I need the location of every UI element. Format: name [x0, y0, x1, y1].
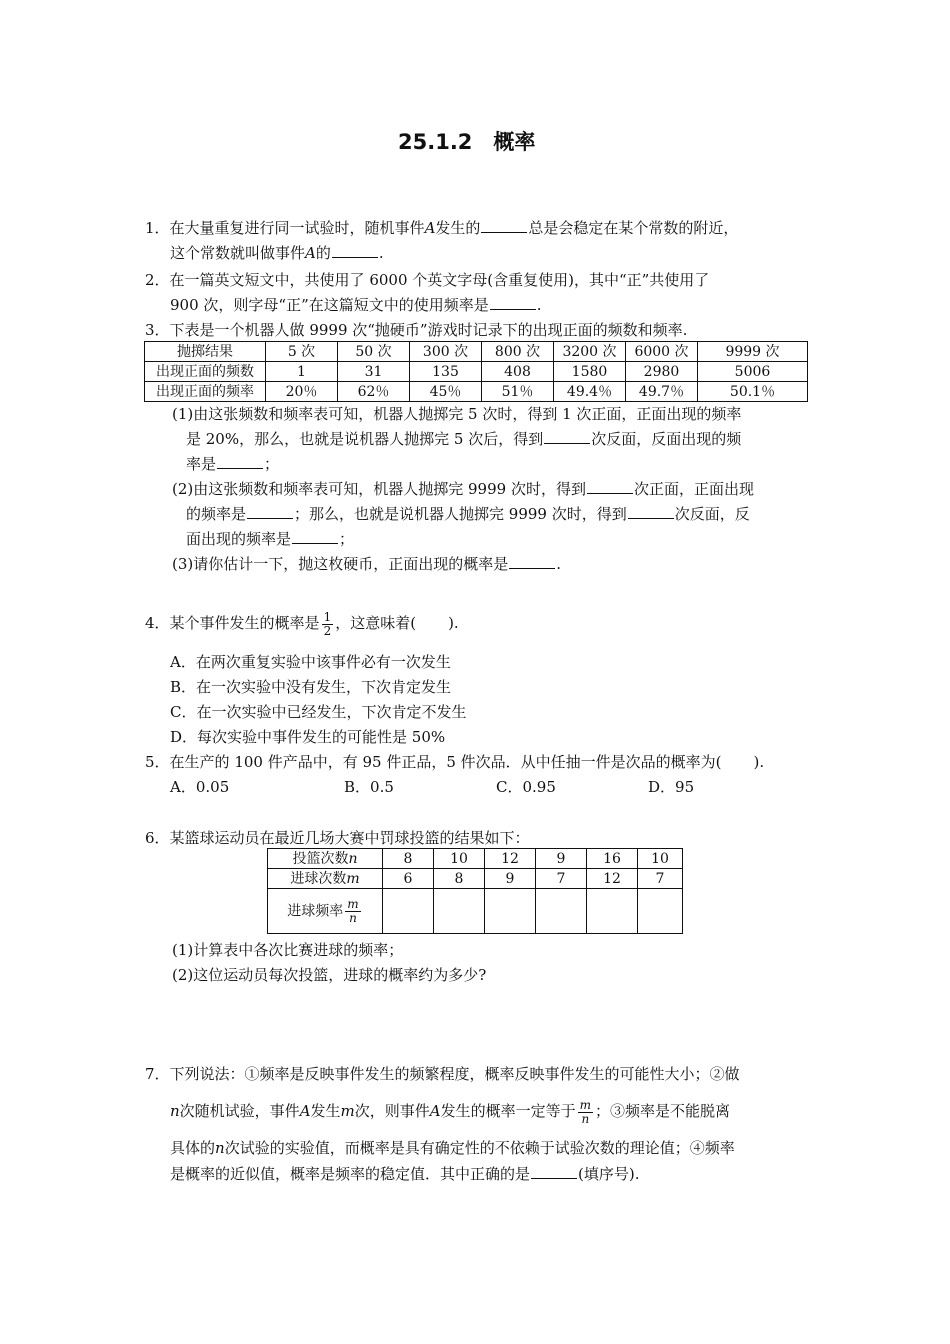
q3-text: 是 20%，那么，也就是说机器人抛掷完 5 次后，得到 [186, 430, 544, 448]
q7-text: 发生 [310, 1102, 341, 1120]
q3-text: (2)由这张频数和频率表可知，机器人抛掷完 9999 次时，得到 [172, 480, 586, 498]
table-row [268, 849, 683, 869]
question-1-line-1 [145, 218, 738, 238]
fraction-m-over-n [345, 898, 360, 925]
q7-text: 次，则事件 [354, 1102, 430, 1120]
table-cell: 800 次 [482, 342, 554, 362]
q5-option-d: D．95 [648, 778, 695, 796]
table-cell: 10 [434, 849, 485, 869]
fraction-one-half [322, 611, 334, 638]
q4-option-c: C．在一次实验中已经发生，下次肯定不发生 [170, 703, 467, 721]
q3-part-2-line-2 [186, 504, 750, 524]
answer-blank[interactable] [332, 243, 378, 258]
answer-blank[interactable] [509, 554, 555, 569]
question-5-stem [145, 752, 764, 772]
answer-blank[interactable] [628, 504, 674, 519]
table-cell: 1580 [554, 362, 626, 382]
table-cell [268, 889, 383, 934]
table-row [145, 362, 808, 382]
q4-text: ，这意味着( [335, 614, 417, 632]
q5-option-c: C．0.95 [496, 778, 556, 796]
fraction-denominator: n [581, 1111, 590, 1126]
var-a: A [299, 1102, 311, 1120]
table-cell: 9 [485, 869, 536, 889]
table-cell: 12 [587, 869, 638, 889]
fraction-m-over-n [578, 1099, 593, 1126]
var-n: n [215, 1139, 225, 1157]
q3-part-3 [172, 554, 561, 574]
row-label: 投篮次数 [292, 850, 349, 867]
q3-part-2-line-3 [186, 529, 354, 549]
table-cell: 31 [338, 362, 410, 382]
q3-text: . [556, 555, 562, 573]
answer-cell[interactable] [383, 889, 434, 934]
table-cell: 9999 次 [698, 342, 808, 362]
answer-blank[interactable] [217, 454, 263, 469]
table-cell: 50 次 [338, 342, 410, 362]
var-m: m [340, 1102, 355, 1120]
q7-text: (填序号). [578, 1165, 640, 1183]
answer-blank[interactable] [490, 295, 536, 310]
answer-cell[interactable] [638, 889, 683, 934]
q2-text: . [536, 296, 542, 314]
var-n: n [348, 850, 358, 867]
table-row [145, 342, 808, 362]
q3-text: 的频率是 [186, 505, 247, 523]
q4-text: 某个事件发生的概率是 [169, 614, 320, 632]
var-m: m [346, 870, 360, 887]
row-label: 进球次数 [290, 870, 347, 887]
q3-text: (1)由这张频数和频率表可知，机器人抛掷完 5 次时，得到 1 次正面，正面出现的频率 [172, 405, 742, 423]
q4-option-d: D．每次实验中事件发生的可能性是 50% [170, 728, 446, 746]
question-number: 6． [145, 829, 170, 847]
question-2-line-1 [145, 270, 709, 290]
q1-text: 在大量重复进行同一试验时，随机事件 [169, 219, 425, 237]
table-cell: 3200 次 [554, 342, 626, 362]
q7-text: 次试验的实验值，而概率是具有确定性的不依赖于试验次数的理论值；④频率 [224, 1139, 735, 1157]
table-cell: 51％ [482, 382, 554, 402]
table-cell: 62％ [338, 382, 410, 402]
var-a: A [429, 1102, 441, 1120]
fraction-numerator: m [579, 1097, 592, 1112]
table-cell: 5006 [698, 362, 808, 382]
table-cell [268, 869, 383, 889]
table-cell: 抛掷结果 [145, 342, 266, 362]
question-number: 3． [145, 321, 170, 339]
q3-part-1-line-1 [172, 404, 741, 424]
table-cell: 408 [482, 362, 554, 382]
table-cell: 5 次 [266, 342, 338, 362]
question-6-stem [145, 828, 530, 848]
q1-text: 这个常数就叫做事件 [170, 244, 306, 262]
q7-text: 具体的 [170, 1139, 216, 1157]
question-number: 5． [145, 753, 170, 771]
question-7-line-1 [145, 1064, 740, 1084]
q4-text: ). [448, 614, 459, 632]
q7-text: ；③频率是不能脱离 [595, 1102, 731, 1120]
question-2-line-2 [170, 295, 542, 315]
table-cell: 16 [587, 849, 638, 869]
table-cell: 出现正面的频数 [145, 362, 266, 382]
q3-part-1-line-2 [186, 429, 741, 449]
q3-text: 下表是一个机器人做 9999 次“抛硬币”游戏时记录下的出现正面的频数和频率. [169, 321, 688, 339]
fraction-denominator: n [349, 910, 357, 925]
answer-blank[interactable] [247, 504, 293, 519]
table-cell: 7 [638, 869, 683, 889]
q3-text: ；那么，也就是说机器人抛掷完 9999 次时，得到 [294, 505, 627, 523]
basketball-table [267, 848, 683, 934]
q3-part-1-line-3 [186, 454, 279, 474]
table-cell: 6 [383, 869, 434, 889]
row-label: 进球频率 [287, 903, 344, 919]
q3-text: 面出现的频率是 [186, 530, 292, 548]
table-row [268, 869, 683, 889]
q7-text: 发生的概率一定等于 [440, 1102, 576, 1120]
answer-blank[interactable] [481, 218, 527, 233]
q3-text: 率是 [186, 455, 217, 473]
q1-text: 的 [315, 244, 331, 262]
answer-blank[interactable] [544, 429, 590, 444]
q5-option-b: B．0.5 [344, 778, 394, 796]
q3-text: 次反面，反 [674, 505, 750, 523]
q1-text: 发生的 [435, 219, 481, 237]
answer-cell[interactable] [485, 889, 536, 934]
q3-part-2-line-1 [172, 479, 754, 499]
table-cell: 20％ [266, 382, 338, 402]
table-cell: 9 [536, 849, 587, 869]
q3-text: ； [339, 530, 355, 548]
q6-text: 某篮球运动员在最近几场大赛中罚球投篮的结果如下： [169, 829, 530, 847]
q4-option-a: A．在两次重复实验中该事件必有一次发生 [170, 653, 451, 671]
question-3-intro [145, 320, 687, 340]
question-number: 4． [145, 614, 170, 632]
q3-text: 次正面，正面出现 [633, 480, 754, 498]
page-title: 25.1.2 概率 [398, 130, 536, 154]
table-row [145, 382, 808, 402]
question-4-stem [145, 606, 459, 640]
question-7-line-2 [170, 1094, 730, 1128]
q3-text: 次反面，反面出现的频 [591, 430, 742, 448]
table-cell: 1 [266, 362, 338, 382]
q2-text: 900 次，则字母“正”在这篇短文中的使用频率是 [170, 296, 489, 314]
fraction-numerator: m [347, 896, 359, 911]
question-number: 1． [145, 219, 170, 237]
q2-text: 在一篇英文短文中，共使用了 6000 个英文字母(含重复使用)，其中“正”共使用了 [169, 271, 710, 289]
question-number: 2． [145, 271, 170, 289]
q1-var-a: A [424, 219, 436, 237]
q5-option-a: A．0.05 [170, 778, 230, 796]
table-cell: 49.7％ [626, 382, 698, 402]
q1-text: . [378, 244, 384, 262]
table-cell: 135 [410, 362, 482, 382]
table-cell: 2980 [626, 362, 698, 382]
answer-cell[interactable] [536, 889, 587, 934]
answer-blank[interactable] [531, 1164, 577, 1179]
table-cell: 出现正面的频率 [145, 382, 266, 402]
table-row [268, 889, 683, 934]
q6-part-1: (1)计算表中各次比赛进球的频率； [172, 941, 404, 959]
q6-part-2: (2)这位运动员每次投篮，进球的概率约为多少? [172, 966, 487, 984]
table-cell: 6000 次 [626, 342, 698, 362]
answer-blank[interactable] [587, 479, 633, 494]
q7-text: 次随机试验，事件 [179, 1102, 300, 1120]
q1-text: 总是会稳定在某个常数的附近， [528, 219, 739, 237]
table-cell: 49.4％ [554, 382, 626, 402]
fraction-numerator: 1 [323, 609, 332, 624]
table-cell: 8 [434, 869, 485, 889]
table-cell: 12 [485, 849, 536, 869]
question-1-line-2 [170, 243, 384, 263]
question-number: 7． [145, 1065, 170, 1083]
table-cell: 7 [536, 869, 587, 889]
var-n: n [170, 1102, 180, 1120]
table-cell [268, 849, 383, 869]
table-cell: 50.1％ [698, 382, 808, 402]
fraction-denominator: 2 [323, 623, 332, 638]
table-cell: 45％ [410, 382, 482, 402]
answer-cell[interactable] [587, 889, 638, 934]
table-cell: 300 次 [410, 342, 482, 362]
q7-text: 是概率的近似值，概率是频率的稳定值．其中正确的是 [170, 1165, 531, 1183]
coin-toss-table [144, 341, 808, 402]
q5-text: ). [753, 753, 765, 771]
question-7-line-3 [170, 1138, 735, 1158]
table-cell: 8 [383, 849, 434, 869]
answer-cell[interactable] [434, 889, 485, 934]
q4-option-b: B．在一次实验中没有发生，下次肯定发生 [170, 678, 452, 696]
answer-blank[interactable] [292, 529, 338, 544]
q3-text: (3)请你估计一下，抛这枚硬币，正面出现的概率是 [172, 555, 509, 573]
q5-text: 在生产的 100 件产品中，有 95 件正品，5 件次品．从中任抽一件是次品的概率为( [169, 753, 722, 771]
table-cell: 10 [638, 849, 683, 869]
q7-text: 下列说法：①频率是反映事件发生的频繁程度，概率反映事件发生的可能性大小；②做 [169, 1065, 740, 1083]
q3-text: ； [264, 455, 280, 473]
q1-var-a: A [305, 244, 316, 262]
question-7-line-4 [170, 1164, 640, 1184]
